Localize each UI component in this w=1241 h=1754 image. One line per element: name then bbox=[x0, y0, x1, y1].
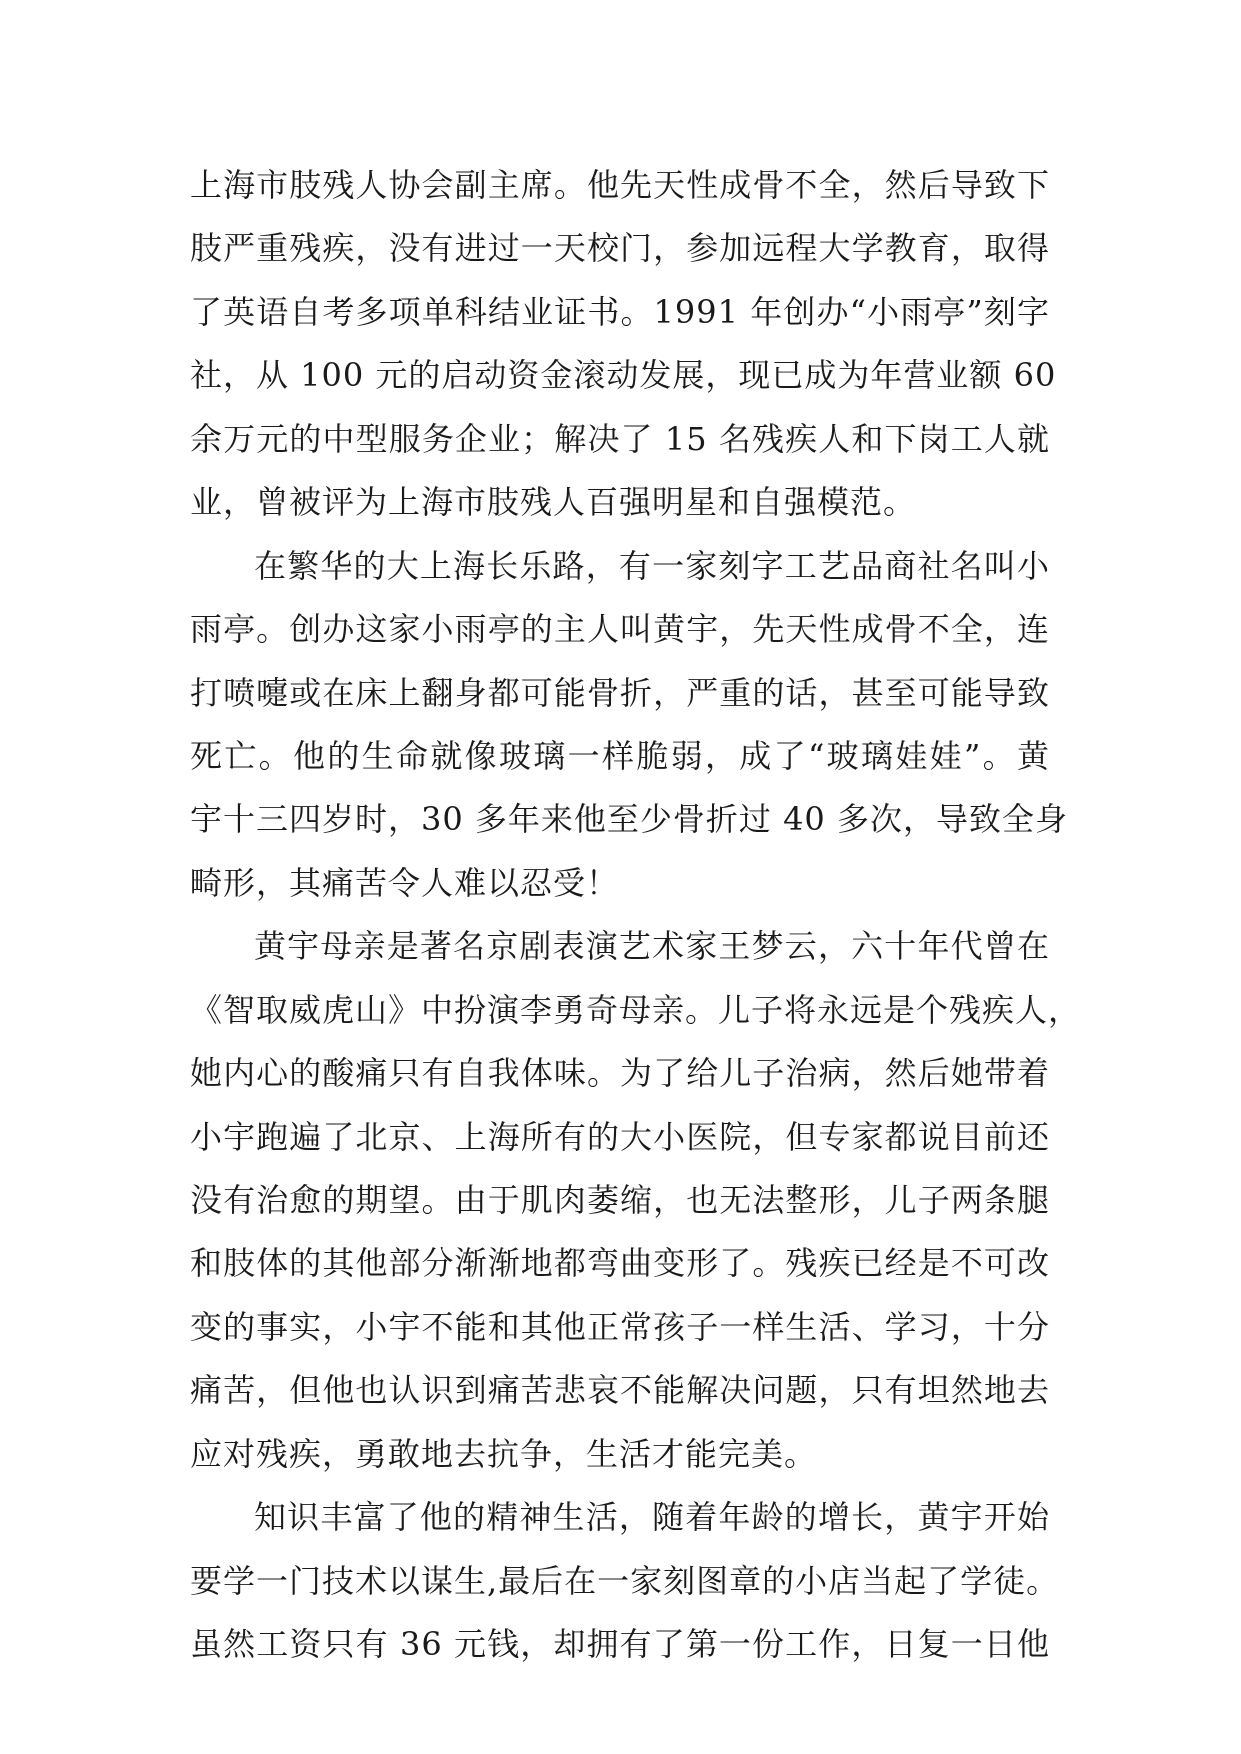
text-line: 余万元的中型服务企业；解决了 15 名残疾人和下岗工人就 bbox=[190, 419, 1050, 458]
text-line: 变的事实，小宇不能和其他正常孩子一样生活、学习，十分 bbox=[190, 1307, 1050, 1346]
text-line: 畸形，其痛苦令人难以忍受！ bbox=[190, 863, 620, 902]
text-line: 黄宇母亲是著名京剧表演艺术家王梦云，六十年代曾在 bbox=[254, 927, 1050, 966]
text-line: 在繁华的大上海长乐路，有一家刻字工艺品商社名叫小 bbox=[254, 546, 1050, 585]
text-line: 她内心的酸痛只有自我体味。为了给儿子治病，然后她带着 bbox=[190, 1054, 1050, 1093]
text-line: 上海市肢残人协会副主席。他先天性成骨不全，然后导致下 bbox=[190, 166, 1050, 204]
text-line: 要学一门技术以谋生,最后在一家刻图章的小店当起了学徒。 bbox=[190, 1561, 1060, 1600]
text-line: 《智取威虎山》中扮演李勇奇母亲。儿子将永远是个残疾人， bbox=[190, 990, 1082, 1029]
text-line: 虽然工资只有 36 元钱，却拥有了第一份工作，日复一日他 bbox=[190, 1625, 1050, 1664]
text-line: 了英语自考多项单科结业证书。1991 年创办“小雨亭”刻字 bbox=[190, 292, 1050, 331]
text-line: 死亡。他的生命就像玻璃一样脆弱，成了“玻璃娃娃”。黄 bbox=[190, 736, 1050, 775]
text-line: 和肢体的其他部分渐渐地都弯曲变形了。残疾已经是不可改 bbox=[190, 1244, 1050, 1283]
text-line: 宇十三四岁时，30 多年来他至少骨折过 40 多次，导致全身 bbox=[190, 800, 1068, 839]
text-line: 业，曾被评为上海市肢残人百强明星和自强模范。 bbox=[190, 483, 917, 522]
body-text bbox=[190, 154, 1082, 1677]
text-line: 痛苦，但他也认识到痛苦悲哀不能解决问题，只有坦然地去 bbox=[190, 1371, 1050, 1410]
text-line: 肢严重残疾，没有进过一天校门，参加远程大学教育，取得 bbox=[190, 229, 1050, 268]
text-line: 社，从 100 元的启动资金滚动发展，现已成为年营业额 60 bbox=[190, 356, 1057, 395]
text-line: 小宇跑遍了北京、上海所有的大小医院，但专家都说目前还 bbox=[190, 1117, 1050, 1156]
text-line: 雨亭。创办这家小雨亭的主人叫黄宇，先天性成骨不全，连 bbox=[190, 610, 1050, 649]
text-line: 知识丰富了他的精神生活，随着年龄的增长，黄宇开始 bbox=[254, 1498, 1050, 1537]
text-line: 应对残疾，勇敢地去抗争，生活才能完美。 bbox=[190, 1434, 818, 1473]
text-line: 打喷嚏或在床上翻身都可能骨折，严重的话，甚至可能导致 bbox=[190, 673, 1050, 712]
text-line: 没有治愈的期望。由于肌肉萎缩，也无法整形，儿子两条腿 bbox=[190, 1181, 1050, 1219]
